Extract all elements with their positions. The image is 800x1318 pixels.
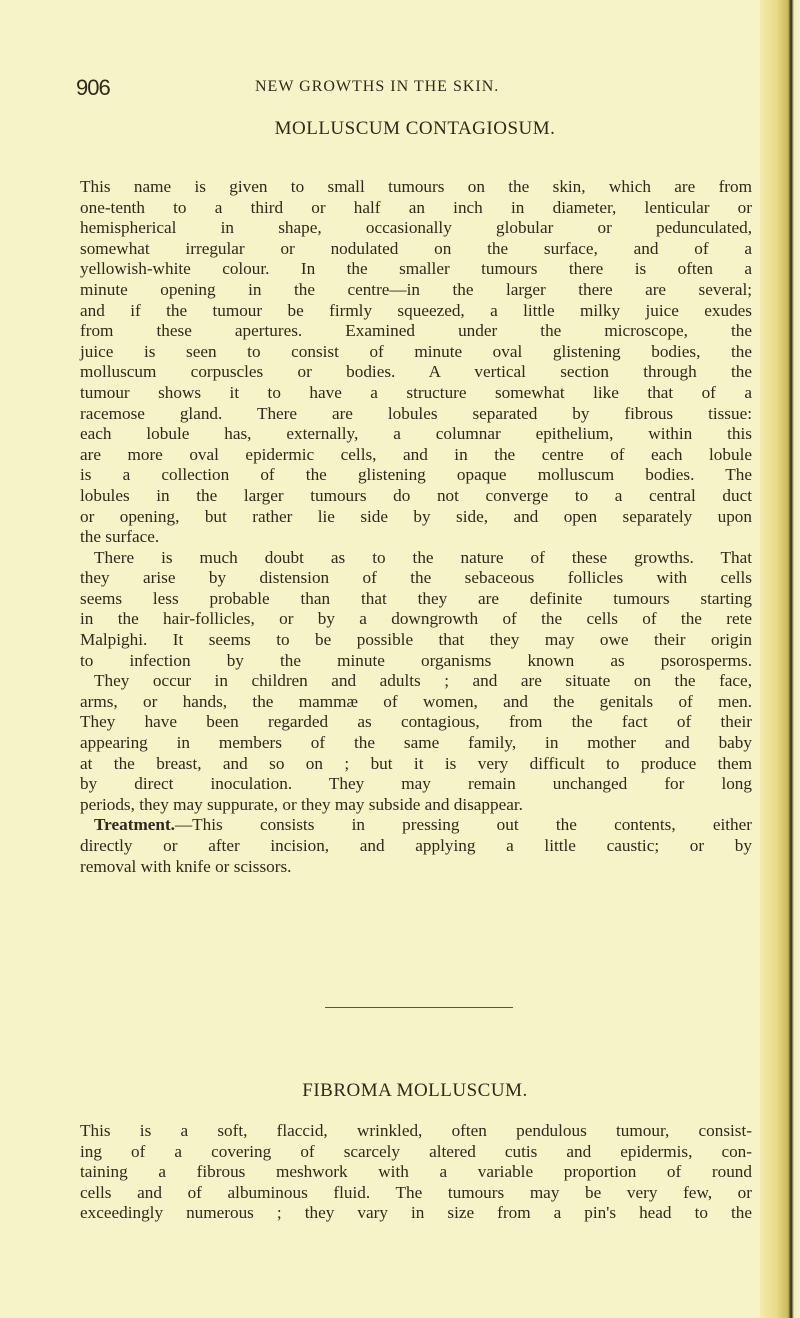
text-line: There is much doubt as to the nature of these growths. That: [94, 547, 752, 567]
text-line: and if the tumour be firmly squeezed, a little milky juice exudes: [80, 300, 752, 320]
text-line: This is a soft, flaccid, wrinkled, often pendulous tumour, consist-: [80, 1121, 752, 1140]
text-line: periods, they may suppurate, or they may subside and disappear.: [80, 794, 523, 814]
text-line: exceedingly numerous ; they vary in size from a pin's head to the: [80, 1203, 752, 1223]
text-line: somewhat irregular or nodulated on the surface, and of a: [80, 238, 752, 258]
text-line: hemispherical in shape, occasionally globular or pedunculated,: [80, 218, 752, 238]
text-line: seems less probable than that they are definite tumours starting: [80, 588, 752, 608]
running-head: NEW GROWTHS IN THE SKIN.: [255, 78, 500, 95]
text-line: juice is seen to consist of minute oval glistening bodies, the: [80, 341, 752, 361]
text-line: racemose gland. There are lobules separated by fibrous tissue:: [80, 403, 752, 423]
text-line: lobules in the larger tumours do not converge to a central duct: [80, 485, 752, 505]
text-line: are more oval epidermic cells, and in the centre of each lobule: [80, 444, 752, 464]
text-line: taining a fibrous meshwork with a variable proportion of round: [80, 1162, 752, 1182]
text-line: at the breast, and so on ; but it is very difficult to produce them: [80, 753, 752, 773]
section-divider: [325, 1007, 513, 1008]
text-line: each lobule has, externally, a columnar epithelium, within this: [80, 424, 752, 444]
text-line: They have been regarded as contagious, from the fact of their: [80, 712, 752, 732]
text-line: yellowish-white colour. In the smaller tumours there is often a: [80, 259, 752, 279]
text-line: ing of a covering of scarcely altered cutis and epidermis, con-: [80, 1141, 752, 1161]
text-line: This name is given to small tumours on the skin, which are from: [80, 177, 752, 196]
text-line: arms, or hands, the mammæ of women, and the genitals of men.: [80, 691, 752, 711]
text-line: tumour shows it to have a structure somewhat like that of a: [80, 382, 752, 402]
text-line: They occur in children and adults ; and are situate on the face,: [94, 671, 752, 691]
text-span: —This consists in pressing out the contents, either: [174, 815, 752, 835]
text-line: from these apertures. Examined under the microscope, the: [80, 321, 752, 341]
treatment-line: [80, 815, 752, 836]
text-line: the surface.: [80, 527, 160, 547]
text-line: by direct inoculation. They may remain unchanged for long: [80, 774, 752, 794]
treatment-label: Treatment.: [94, 815, 175, 835]
text-line: Malpighi. It seems to be possible that they may owe their origin: [80, 630, 752, 650]
text-line: one-tenth to a third or half an inch in diameter, lenticular or: [80, 197, 752, 217]
text-line: to infection by the minute organisms known as psorosperms.: [80, 650, 752, 670]
page-number: 906: [76, 75, 110, 100]
section-body-fibroma: [80, 1121, 752, 1224]
text-line: cells and of albuminous fluid. The tumours may be very few, or: [80, 1182, 752, 1202]
text-line: molluscum corpuscles or bodies. A vertical section through the: [80, 362, 752, 382]
text-line: is a collection of the glistening opaque molluscum bodies. The: [80, 465, 752, 485]
text-line: they arise by distension of the sebaceous follicles with cells: [80, 568, 752, 588]
text-line: minute opening in the centre—in the larger there are several;: [80, 279, 752, 299]
text-line: appearing in members of the same family, in mother and baby: [80, 733, 752, 753]
text-line: removal with knife or scissors.: [80, 856, 292, 876]
section-title-molluscum: MOLLUSCUM CONTAGIOSUM.: [274, 118, 556, 139]
text-line: or opening, but rather lie side by side, and open separately upon: [80, 506, 752, 526]
text-line: directly or after incision, and applying a little caustic; or by: [80, 836, 752, 855]
text-line: in the hair-follicles, or by a downgrowth of the cells of the rete: [80, 609, 752, 629]
book-binding-edge: [760, 0, 800, 1318]
section-body-molluscum: [80, 177, 752, 877]
section-title-fibroma: FIBROMA MOLLUSCUM.: [302, 1080, 528, 1101]
